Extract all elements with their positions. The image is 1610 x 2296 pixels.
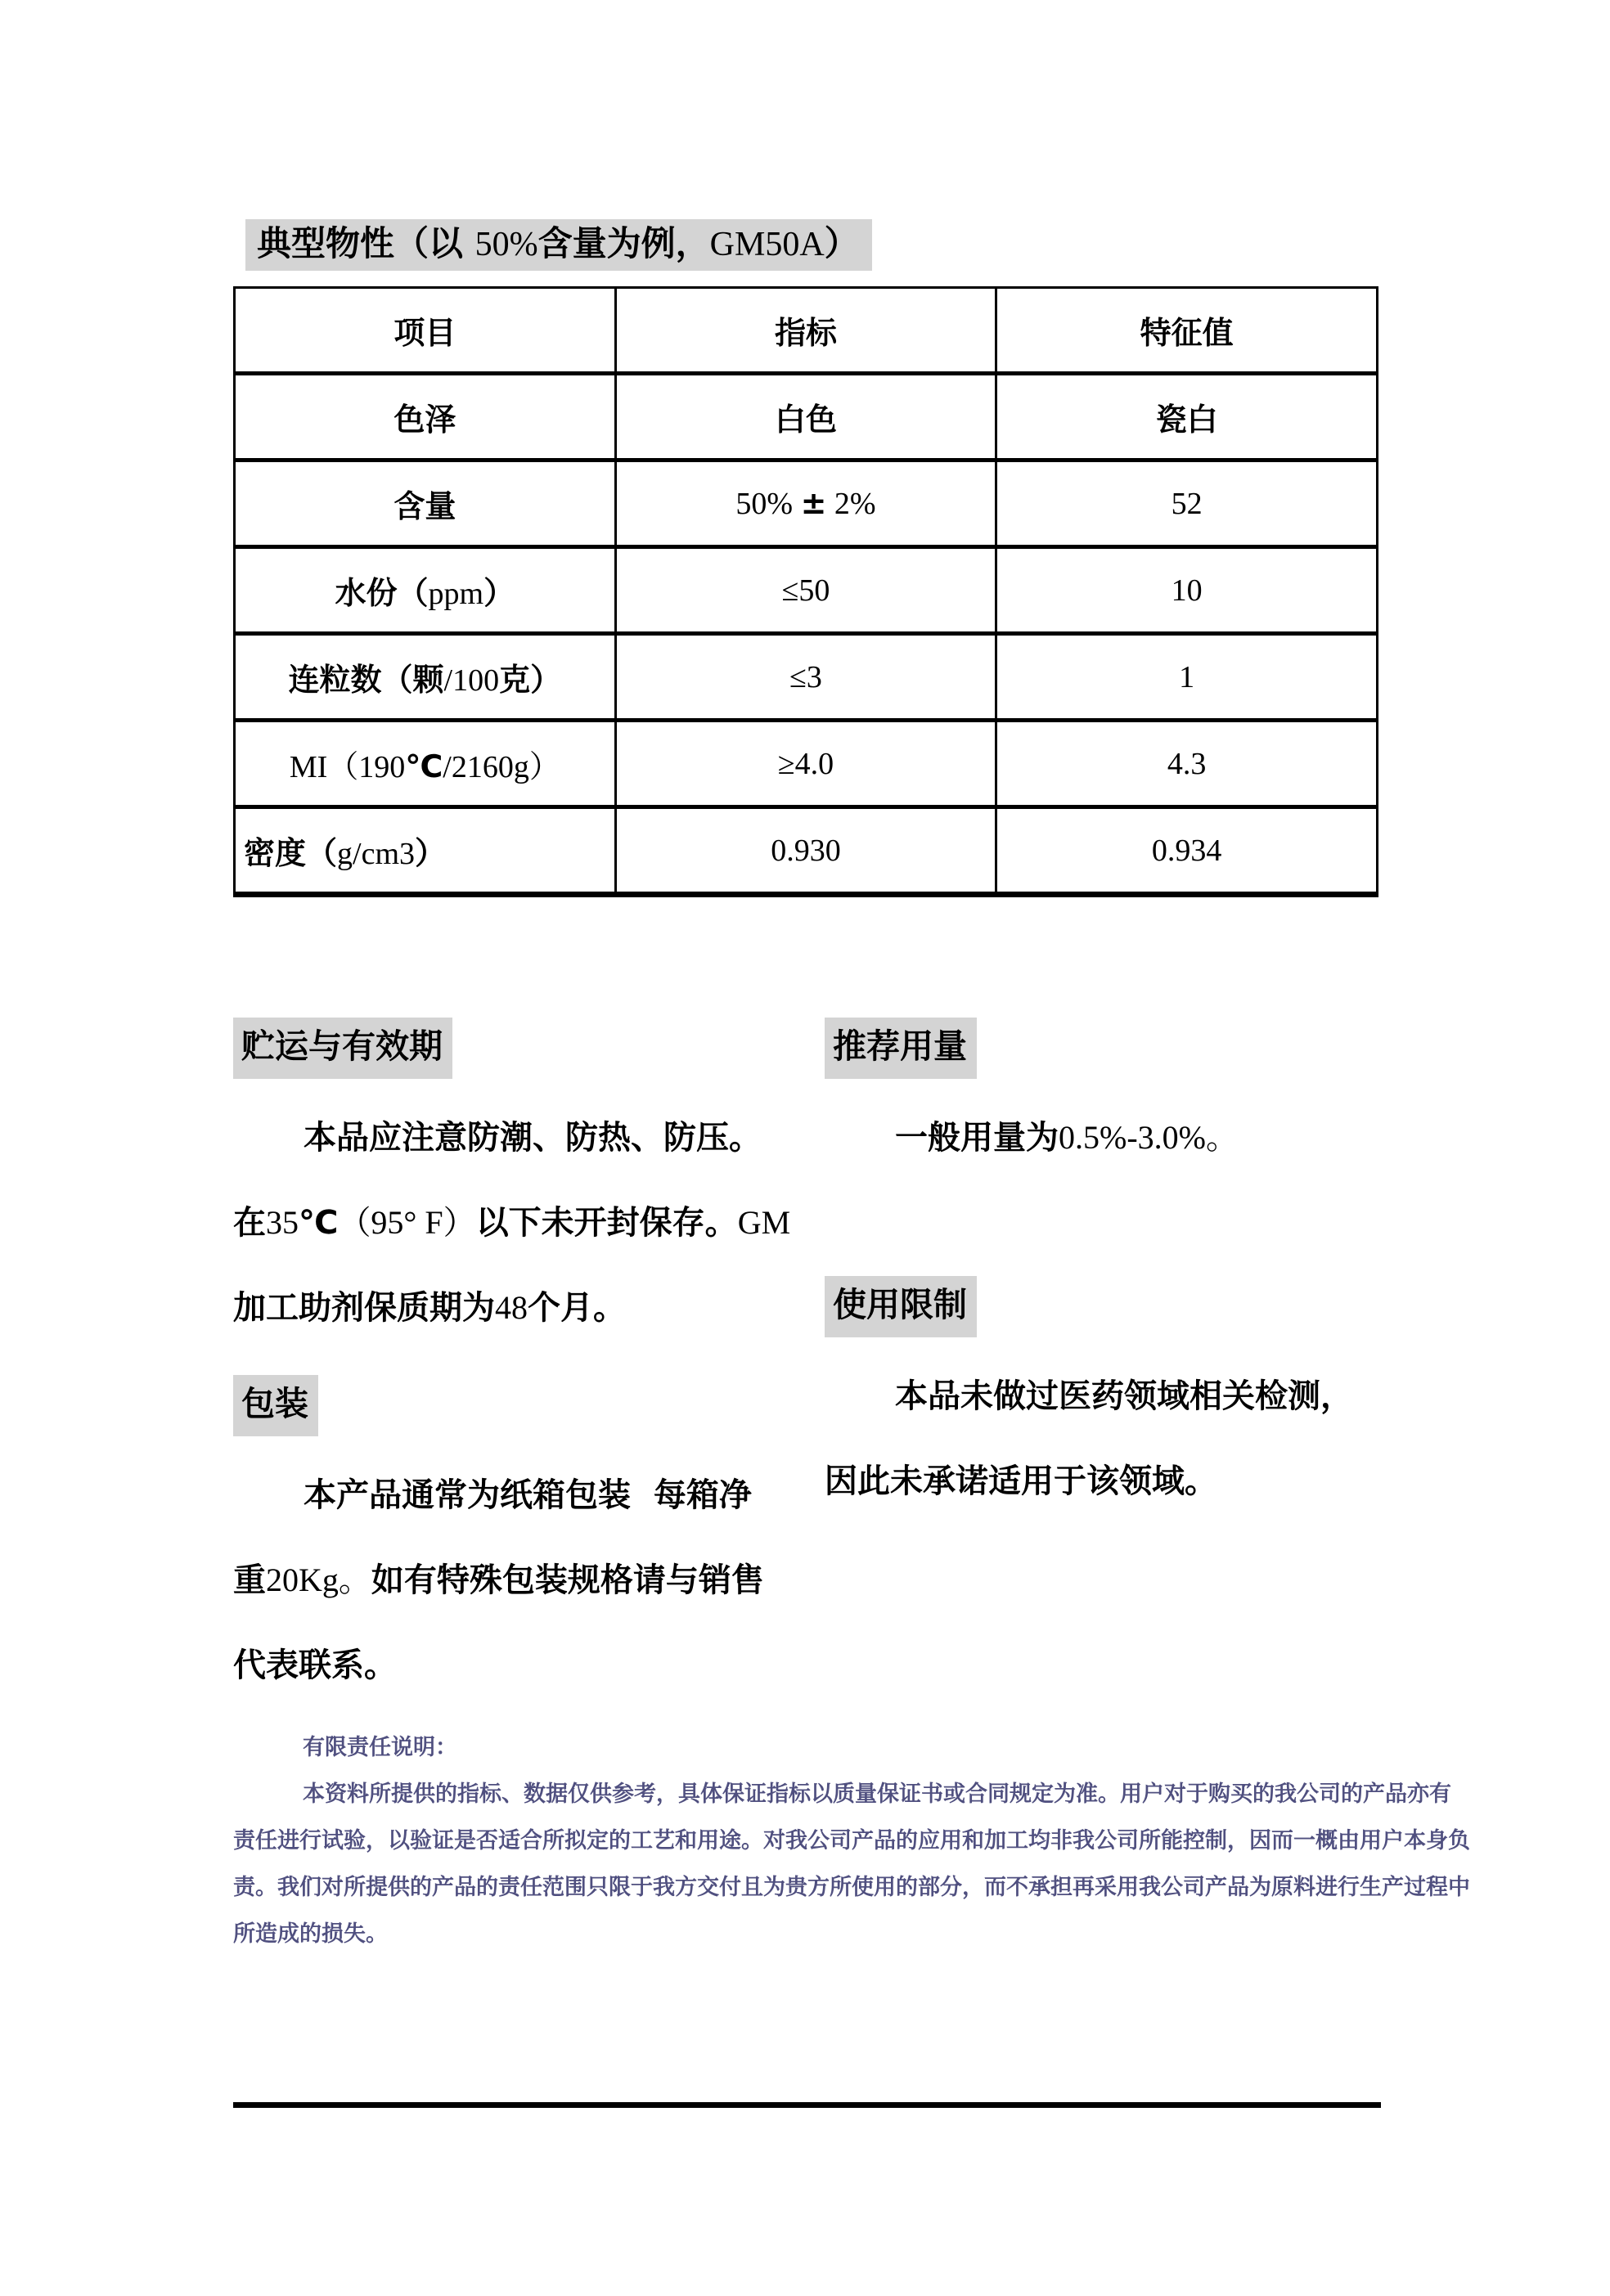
- dosage-paragraph: [825, 1095, 1378, 1180]
- header-cell-spec: 指标: [615, 288, 996, 374]
- disclaimer-heading: 有限责任说明：: [303, 1735, 457, 1761]
- row-spec: ≤3: [615, 634, 996, 721]
- storage-paragraph: [233, 1095, 825, 1350]
- disclaimer-block: [233, 1724, 1470, 1957]
- row-typical: 10: [996, 547, 1378, 634]
- table-row: [235, 721, 1378, 807]
- row-label: 连粒数（颗/100克）: [235, 634, 616, 721]
- table-row: [235, 807, 1378, 895]
- text-line: 代表联系。: [233, 1647, 397, 1685]
- row-spec: 白色: [615, 374, 996, 461]
- table-row: [235, 374, 1378, 461]
- text-line: 本品应注意防潮、防热、防压。: [304, 1119, 762, 1157]
- packaging-paragraph: [233, 1453, 825, 1708]
- heading-dosage-label: 推荐用量: [825, 1018, 977, 1079]
- row-spec: 0.930: [615, 807, 996, 895]
- table-row: [235, 634, 1378, 721]
- row-typical: 4.3: [996, 721, 1378, 807]
- page-title: 典型物性（以 50%含量为例，GM50A）: [245, 219, 872, 271]
- usage-limit-paragraph: [825, 1354, 1378, 1524]
- disclaimer-line: 本资料所提供的指标、数据仅供参考，具体保证指标以质量保证书或合同规定为准。用户对于购买的我公司的产品亦有: [303, 1782, 1451, 1808]
- row-typical: 52: [996, 461, 1378, 547]
- heading-storage: [233, 1018, 825, 1079]
- text-line: 重20Kg。如有特殊包装规格请与销售: [233, 1561, 764, 1600]
- table-row: [235, 461, 1378, 547]
- heading-packaging-label: 包装: [233, 1375, 318, 1436]
- text-line: 在35℃（95° F）以下未开封保存。GM: [233, 1204, 791, 1242]
- disclaimer-line: 所造成的损失。: [233, 1921, 388, 1948]
- text-line: 本产品通常为纸箱包装 每箱净: [304, 1476, 752, 1515]
- text-line: 一般用量为0.5%-3.0%。: [895, 1119, 1239, 1157]
- footer-divider: [233, 2102, 1381, 2108]
- disclaimer-line: 责。我们对所提供的产品的责任范围只限于我方交付且为贵方所使用的部分，而不承担再采用我公司产品为原料进行生产过程中: [233, 1875, 1470, 1901]
- row-spec: 50% ± 2%: [615, 461, 996, 547]
- left-column: [233, 1018, 825, 1708]
- row-label: 密度（g/cm3）: [235, 807, 616, 895]
- row-spec: ≤50: [615, 547, 996, 634]
- row-label: MI（190℃/2160g）: [235, 721, 616, 807]
- row-label: 色泽: [235, 374, 616, 461]
- row-spec: ≥4.0: [615, 721, 996, 807]
- heading-storage-label: 贮运与有效期: [233, 1018, 452, 1079]
- heading-usage-limit-label: 使用限制: [825, 1276, 977, 1337]
- row-typical: 0.934: [996, 807, 1378, 895]
- table-header-row: [235, 288, 1378, 374]
- page-title-wrap: [245, 219, 1378, 270]
- table-row: [235, 547, 1378, 634]
- properties-table: [233, 286, 1378, 897]
- disclaimer-line: 责任进行试验，以验证是否适合所拟定的工艺和用途。对我公司产品的应用和加工均非我公司所能控制，因而一概由用户本身负: [233, 1828, 1470, 1854]
- row-typical: 1: [996, 634, 1378, 721]
- sections-area: [233, 1018, 1378, 1708]
- header-cell-item: 项目: [235, 288, 616, 374]
- heading-packaging: [233, 1375, 825, 1436]
- heading-dosage: [825, 1018, 1378, 1079]
- row-label: 水份（ppm）: [235, 547, 616, 634]
- right-column: [825, 1018, 1378, 1708]
- heading-usage-limit: [825, 1276, 1378, 1337]
- text-line: 加工助剂保质期为48个月。: [233, 1289, 626, 1328]
- text-line: 本品未做过医药领域相关检测，: [895, 1377, 1353, 1416]
- header-cell-typical: 特征值: [996, 288, 1378, 374]
- text-line: 因此未承诺适用于该领域。: [825, 1463, 1217, 1501]
- row-typical: 瓷白: [996, 374, 1378, 461]
- row-label: 含量: [235, 461, 616, 547]
